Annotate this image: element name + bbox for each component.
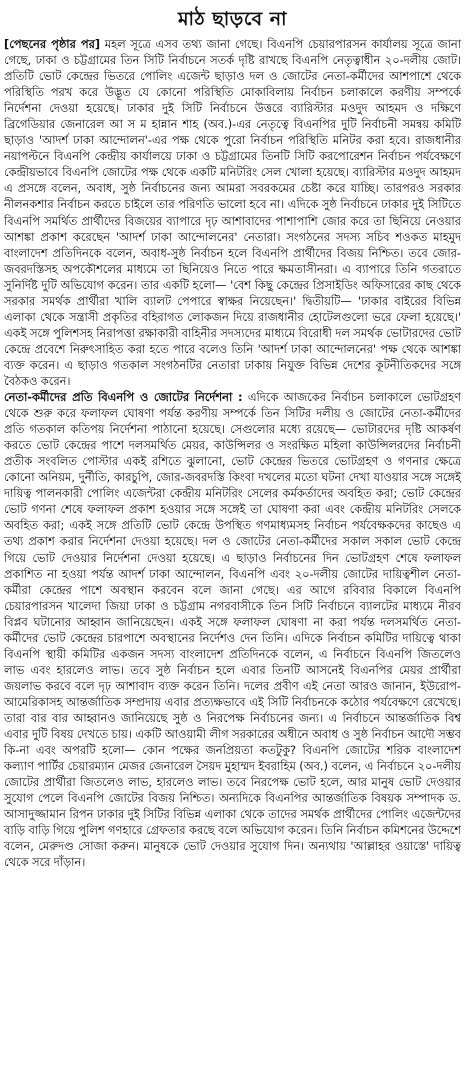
article-paragraph-2 — [4, 389, 461, 870]
paragraph-1-text: মহল সূত্রে এসব তথ্য জানা গেছে। বিএনপি চেয়ারপারসন কার্যালয় সূত্রে জানা গেছে, ঢাকা ও চট্টগ্রামের তিন সিটি নির্বাচনে সতর্ক দৃষ্টি রাখছে বিএনপি নেতৃত্বাধীন ২০-দলীয় জোট। প্রতিটি ভোট কেন্দ্রের ভিতরে পোলিং এজেন্ট ছাড়াও দল ও জোটের নেতা-কর্মীদের আশপাশে থেকে পরিস্থিতি পরখ করে উদ্ভূত যে কোনো পরিস্থিতি মোকাবিলায় নির্বাচন চলাকালে করণীয় সম্পর্কে নির্দেশনা দেওয়া হয়েছে। ঢাকার দুই সিটি নির্বাচনে উত্তরে ব্যারিস্টার মওদুদ আহমদ ও দক্ষিণে ব্রিগেডিয়ার জেনারেল আ স ম হান্নান শাহ (অব.)-এর নেতৃত্বে বিএনপির দুটি নির্বাচনী সমন্বয় কমিটি ছাড়াও 'আদর্শ ঢাকা আন্দোলন'-এর পক্ষ থেকে পুরো নির্বাচন পরিস্থিতি মনিটর করা হবে। রাজধানীর নয়াপল্টনে বিএনপি কেন্দ্রীয় কার্যালয়ে ঢাকা ও চট্টগ্রামের তিনটি সিটি করপোরেশন নির্বাচন পর্যবেক্ষণে কেন্দ্রীয়ভাবে বিএনপি জোটের পক্ষ থেকে একটি মনিটরিং সেল খোলা হয়েছে। ব্যারিস্টার মওদুদ আহমদ এ প্রসঙ্গে বলেন, অবাধ, সুষ্ঠ নির্বাচনের জন্য আমরা সবরকমের চেষ্টা করে যাচ্ছি। তারপরও সরকার নীলনকশার নির্বাচন করতে চাইলে তার পরিণতি ভালো হবে না। এদিকে সুষ্ঠ নির্বাচনে ঢাকার দুই সিটিতে বিএনপি সমর্থিত প্রার্থীদের বিজয়ের ব্যাপারে দৃঢ় আশাবাদের পাশাপাশি জোর করে তা ছিনিয়ে নেওয়ার আশঙ্কা প্রকাশ করেছেন 'আদর্শ ঢাকা আন্দোলনের' নেতারা। সংগঠনের সদস্য সচিব শওকত মাহমুদ বাংলাদেশ প্রতিদিনকে বলেন, অবাধ-সুষ্ঠ নির্বাচন হলে বিএনপি প্রার্থীদের বিজয় নিশ্চিত। তবে জোর-জবরদস্তিসহ অপকৌশলের মাধ্যমে তা ছিনিয়েও নিতে পারে ক্ষমতাসীনরা। এ ব্যাপারে তিনি গতরাতে সুনির্দিষ্ট দুটি অভিযোগ করেন। তার একটি হলো— 'বেশ কিছু কেন্দ্রের প্রিসাইডিং অফিসারের কাছ থেকে সরকার সমর্থক প্রার্থীরা খালি ব্যালট পেপারে স্বাক্ষর নিয়েছেন।' দ্বিতীয়টি— 'ঢাকার বাইরের বিভিন্ন এলাকা থেকে সন্ত্রাসী প্রকৃতির বহিরাগত লোকজন দিয়ে রাজধানীর হোটেলগুলো ভরে ফেলা হয়েছে।' একই সঙ্গে পুলিশসহ নিরাপত্তা রক্ষাকারী বাহিনীর সদস্যদের মাধ্যমে বিরোধী দল সমর্থক ভোটারদের ভোট কেন্দ্রে প্রবেশে নিরুৎসাহিত করা হতে পারে বলেও তিনি 'আদর্শ ঢাকা আন্দোলনের' পক্ষ থেকে আশঙ্কা ব্যক্ত করেন। এ ছাড়াও গতকাল সংগঠনটির নেতারা ঢাকায় নিযুক্ত বিভিন্ন দেশের কূটনীতিকদের সঙ্গে বৈঠকও করেন। — [4, 37, 462, 388]
article-subheading: নেতা-কর্মীদের প্রতি বিএনপি ও জোটের নির্দেশনা : — [4, 390, 243, 405]
article-paragraph-1 — [4, 36, 461, 389]
paragraph-2-text: এদিকে আজকের নির্বাচন চলাকালে ভোটগ্রহণ থেকে শুরু করে ফলাফল ঘোষণা পর্যন্ত করণীয় সম্পর্কে তিন সিটির দলীয় ও জোটের নেতা-কর্মীদের প্রতি গতকাল কতিপয় নির্দেশনা পাঠানো হয়েছে। সেগুলোর মধ্যে রয়েছে— ভোটারদের দৃষ্টি আকর্ষণ করতে ভোট কেন্দ্রের পাশে দলসমর্থিত মেয়র, কাউন্সিলর ও সংরক্ষিত মহিলা কাউন্সিলরদের নির্বাচনী প্রতীক সংবলিত পোস্টার একই রশিতে ঝুলানো, ভোট কেন্দ্রের ভিতরে ভোটগ্রহণ ও গণনার ক্ষেত্রে কোনো অনিয়ম, দুর্নীতি, কারচুপি, জোর-জবরদস্তি কিংবা দখলের মতো ঘটনা দেখা যাওয়ার সঙ্গে সঙ্গেই দায়িত্ব পালনকারী পোলিং এজেন্টরা কেন্দ্রীয় মনিটরিং সেলের কর্মকর্তাদের অবহিত করা; ভোট কেন্দ্রের ভোট গণনা শেষে ফলাফল প্রকাশ হওয়ার সঙ্গে সঙ্গেই তা ঘোষণা করা এবং কেন্দ্রীয় মনিটরিং সেলকে অবহিত করা; একই সঙ্গে প্রতিটি ভোট কেন্দ্রে উপস্থিত গণমাধ্যমসহ নির্বাচন পর্যবেক্ষকদের কাছেও এ তথ্য প্রকাশ করার নির্দেশনা দেওয়া হয়েছে। দল ও জোটের নেতা-কর্মীদের সকাল সকাল ভোট কেন্দ্রে গিয়ে ভোট দেওয়ার নির্দেশনা দেওয়া হয়েছে। এ ছাড়াও নির্বাচনের দিন ভোটগ্রহণ শেষে ফলাফল প্রকাশিত না হওয়া পর্যন্ত আদর্শ ঢাকা আন্দোলন, বিএনপি এবং ২০-দলীয় জোটের দায়িত্বশীল নেতা-কর্মীরা কেন্দ্রের পাশে অবস্থান করবেন বলে জানা গেছে। এর আগে রবিবার বিকালে বিএনপি চেয়ারপারসন খালেদা জিয়া ঢাকা ও চট্টগ্রাম নগরবাসীকে তিন সিটি নির্বাচনে ব্যালটের মাধ্যমে নীরব বিপ্লব ঘটানোর আহ্বান জানিয়েছেন। একই সঙ্গে ফলাফল ঘোষণা না করা পর্যন্ত দলসমর্থিত নেতা-কর্মীদের ভোট কেন্দ্রের চারপাশে অবস্থানের নির্দেশও দেন তিনি। এদিকে নির্বাচন কমিটির দায়িত্বে থাকা বিএনপি স্থায়ী কমিটির একজন সদস্য বাংলাদেশ প্রতিদিনকে বলেন, এ নির্বাচনে বিএনপি জিতলেও লাভ এবং হারলেও লাভ। তবে সুষ্ঠ নির্বাচন হলে এবার তিনটি আসনেই বিএনপির মেয়র প্রার্থীরা জয়লাভ করবে বলে দৃঢ় আশাবাদ ব্যক্ত করেন তিনি। দলের প্রবীণ এই নেতা আরও জানান, ইউরোপ-আমেরিকাসহ আন্তর্জাতিক সম্প্রদায় এবার প্রত্যক্ষভাবে এই সিটি নির্বাচনকে কঠোর পর্যবেক্ষণে রেখেছে। তারা বার বার আহ্বানও জানিয়েছে সুষ্ঠ ও নিরপেক্ষ নির্বাচনের জন্য। এ নির্বাচনে আন্তর্জাতিক বিশ্ব এবার দুটি বিষয় দেখতে চায়। একটি আওয়ামী লীগ সরকারের অধীনে অবাধ ও সুষ্ঠ নির্বাচন আদৌ সম্ভব কি-না এবং অপরটি হলো— কোন পক্ষের জনপ্রিয়তা কতটুকু? বিএনপি জোটের শরিক বাংলাদেশ কল্যাণ পার্টির চেয়ারম্যান মেজর জেনারেল সৈয়দ মুহাম্মদ ইবরাহিম (অব.) বলেন, এ নির্বাচনে ২০-দলীয় জোটের প্রার্থীরা জিতলেও লাভ, হারলেও লাভ। তবে নিরপেক্ষ ভোট হলে, আর মানুষ ভোট দেওয়ার সুযোগ পেলে বিএনপি জোটের বিজয় নিশ্চিত। অন্যদিকে বিএনপির আন্তর্জাতিক বিষয়ক সম্পাদক ড. আসাদুজ্জামান রিপন ঢাকার দুই সিটির বিভিন্ন এলাকা থেকে তাদের সমর্থক প্রার্থীদের পোলিং এজেন্টদের বাড়ি বাড়ি গিয়ে পুলিশ গণহারে গ্রেফতার করছে বলে অভিযোগ করেন। তিনি নির্বাচন কমিশনের উদ্দেশে বলেন, মেরুদণ্ড সোজা করুন। মানুষকে ভোট দেওয়ার সুযোগ দিন। অন্যথায় 'আল্লাহর ওয়াস্তে' দায়িত্ব থেকে সরে দাঁড়ান। — [4, 390, 461, 870]
continued-from-back-page-marker: [পেছনের পৃষ্ঠার পর] — [4, 37, 101, 51]
article-body — [4, 36, 461, 870]
article-headline: মাঠ ছাড়বে না — [177, 8, 288, 30]
